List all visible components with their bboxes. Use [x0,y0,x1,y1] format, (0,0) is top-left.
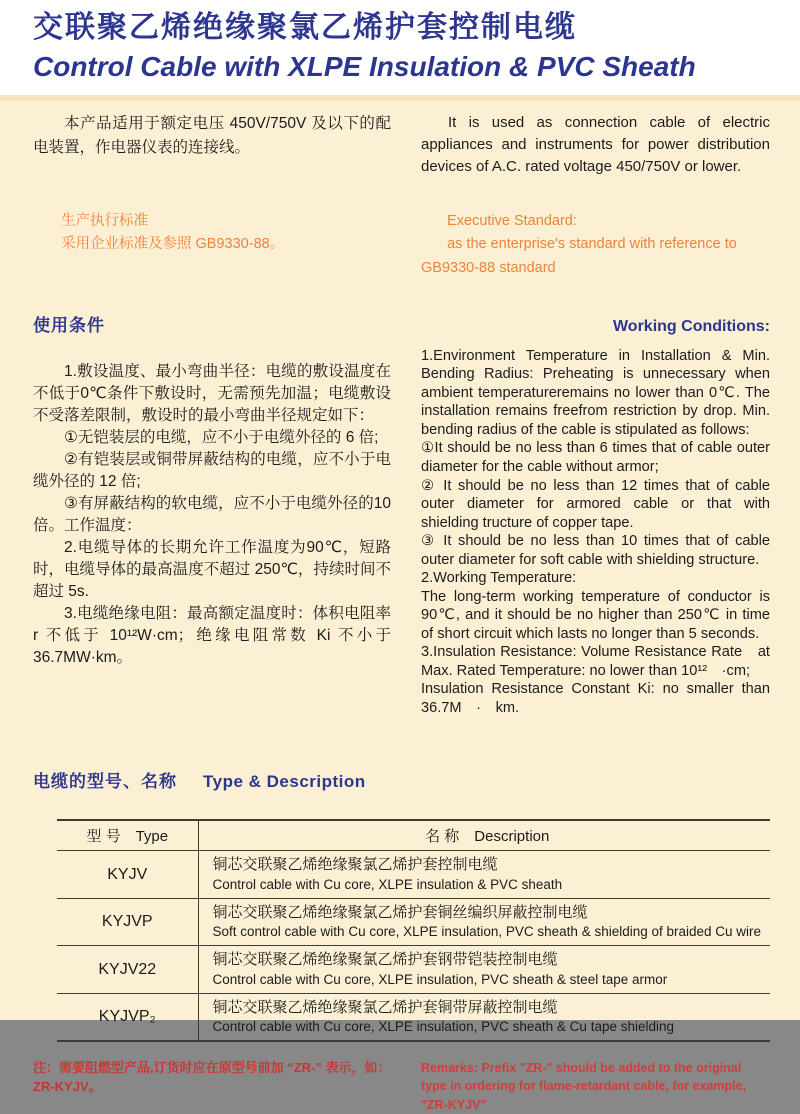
description-en: Control cable with Cu core, XLPE insulation & PVC sheath [212,876,563,892]
conditions-heading-row [33,311,770,336]
standard-zh-block [33,210,391,280]
standard-zh-title: 生产执行标准 [61,213,148,230]
conditions-en-p7: 3.Insulation Resistance: Volume Resistance Rate at Max. Rated Temperature: no lower than 10¹² ·cm; [421,644,770,679]
intro-section [33,95,770,177]
conditions-en-p2: ①It should be no less than 6 times that of cable outer diameter for the cable without armor; [421,440,770,475]
standard-en-title: Executive Standard: [447,213,577,230]
intro-paragraph-en: It is used as connection cable of electric appliances and instruments for power distribution devices of A.C. rated voltage 450/750V or lower. [421,114,770,175]
conditions-zh-column [33,347,391,718]
column-header-description: 名 称 Description [198,820,770,851]
conditions-zh-p5: 2.电缆导体的长期允许工作温度为90℃，短路时，电缆导体的最高温度不超过 250℃，持续时间不超过 5s. [33,538,391,600]
description-zh: 铜芯交联聚乙烯绝缘聚氯乙烯护套控制电缆 [212,856,498,874]
type-heading-en: Type & Description [203,772,366,792]
conditions-heading-zh: 使用条件 [33,315,105,335]
description-zh: 铜芯交联聚乙烯绝缘聚氯乙烯护套钢带铠装控制电缆 [212,951,558,969]
conditions-zh-p3: ②有铠装层或铜带屏蔽结构的电缆，应不小于电缆外径的 12 倍; [33,450,391,490]
description-en: Control cable with Cu core, XLPE insulation, PVC sheath & Cu tape shielding [212,1019,675,1035]
cell-type-kyjv22: KYJV22 [57,946,198,993]
conditions-en-p4: ③ It should be no less than 10 times that of cable outer diameter for soft cable with shielding structure. [421,533,770,568]
conditions-en-column [421,347,770,718]
description-zh: 铜芯交联聚乙烯绝缘聚氯乙烯护套铜丝编织屏蔽控制电缆 [212,903,588,921]
cell-description-kyjvp [198,898,770,945]
cell-type-kyjvp2: KYJVP₂ [57,993,198,1041]
table-row [57,898,770,945]
page-header [0,0,800,95]
description-en: Soft control cable with Cu core, XLPE insulation, PVC sheath & shielding of braided Cu wire [212,924,762,940]
conditions-en-p5: 2.Working Temperature: [421,570,577,587]
conditions-zh-p6: 3.电缆绝缘电阻：最高额定温度时：体积电阻率 r 不低于 10¹²W·cm；绝缘电阻常数 Ki 不小于 36.7MW·km。 [33,604,391,666]
conditions-en-p1: 1.Environment Temperature in Installation & Min. Bending Radius: Preheating is unnecessary when ambient temperatureremains no lower than 0℃. The installation remains freefrom restriction by drop. Min. bending radius of the cable is stipulated as follows: [421,347,770,438]
table-header-row [57,820,770,851]
footer-notes [33,1059,770,1113]
standard-section [33,210,770,280]
page-body [0,95,800,1112]
table-row [57,946,770,993]
cell-description-kyjvp2 [198,993,770,1041]
cell-type-kyjvp: KYJVP [57,898,198,945]
intro-paragraph-zh: 本产品适用于额定电压 450V/750V 及以下的配电装置，作电器仪表的连接线。 [33,115,391,157]
conditions-body [33,347,770,718]
conditions-zh-p4: ③有屏蔽结构的软电缆，应不小于电缆外径的10倍。工作温度： [33,494,391,534]
page-title-zh: 交联聚乙烯绝缘聚氯乙烯护套控制电缆 [33,11,577,44]
intro-en-column [421,112,770,177]
table-row [57,993,770,1041]
standard-zh-body: 采用企业标准及参照 GB9330-88。 [61,236,285,253]
type-section-heading [33,767,770,792]
type-description-table [57,819,770,1042]
note-zh: 注：需要阻燃型产品,订货时应在原型号前加 “ZR-” 表示，如：ZR-KYJV。 [33,1060,391,1094]
cell-description-kyjv22 [198,946,770,993]
description-zh: 铜芯交联聚乙烯绝缘聚氯乙烯护套铜带屏蔽控制电缆 [212,998,558,1016]
type-heading-zh: 电缆的型号、名称 [33,772,177,792]
table-row [57,851,770,898]
intro-zh-column [33,112,391,177]
conditions-en-p6: The long-term working temperature of conductor is 90℃, and it should be no higher than 250℃ in time of short circuit which lasts no longer than 5 seconds. [421,588,770,642]
conditions-en-p8: Insulation Resistance Constant Ki: no smaller than 36.7M · km. [421,681,770,716]
conditions-zh-p2: ①无铠装层的电缆，应不小于电缆外径的 6 倍; [64,428,379,446]
conditions-heading-en: Working Conditions: [612,317,770,335]
note-en: Remarks: Prefix "ZR-" should be added to the original type in ordering for flame-retardant cable, for example, "ZR-KYJV" [421,1061,747,1112]
conditions-en-p3: ② It should be no less than 12 times that of cable outer diameter for armored cable or that with shielding tructure of copper tape. [421,477,770,531]
standard-en-body: as the enterprise's standard with reference to GB9330-88 standard [421,236,737,276]
column-header-type: 型 号 Type [57,820,198,851]
page-title-en: Control Cable with XLPE Insulation & PVC Sheath [33,50,696,82]
cell-type-kyjv: KYJV [57,851,198,898]
cell-description-kyjv [198,851,770,898]
standard-en-block [421,210,770,280]
conditions-zh-p1: 1.敷设温度、最小弯曲半径：电缆的敷设温度在不低于0℃条件下敷设时，无需预先加温；电缆敷设不受落差限制，敷设时的最小弯曲半径规定如下： [33,362,391,424]
description-en: Control cable with Cu core, XLPE insulation, PVC sheath & steel tape armor [212,971,668,987]
